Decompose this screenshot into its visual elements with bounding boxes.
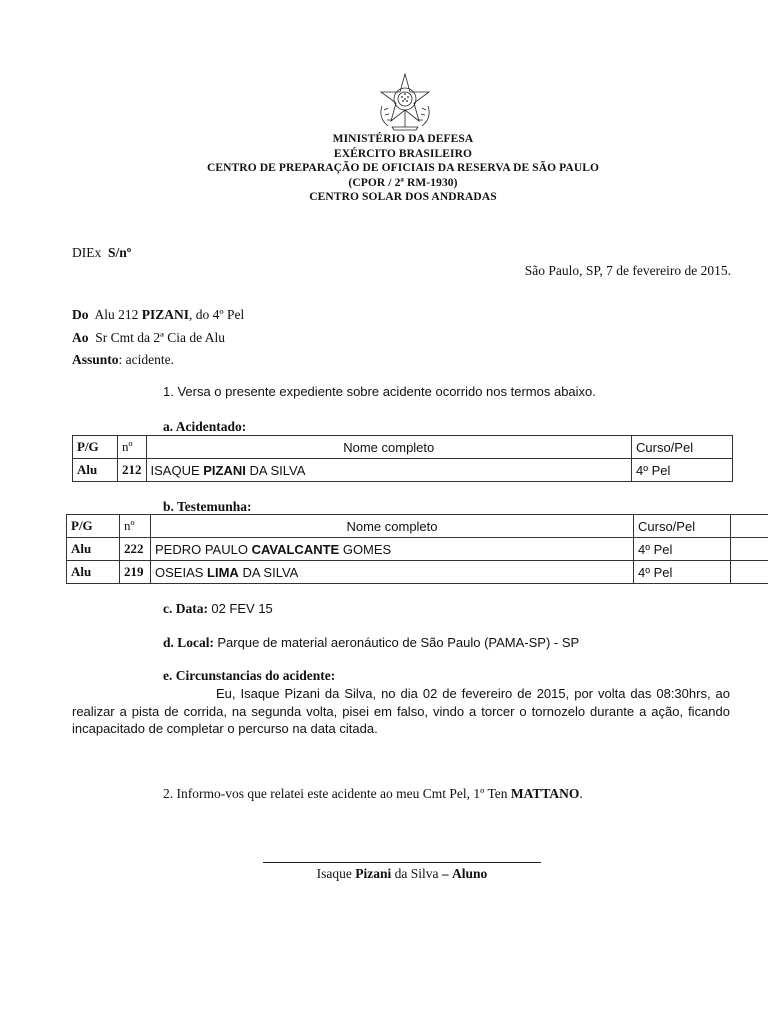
name-post: GOMES <box>342 541 392 557</box>
subject-text: : acidente. <box>118 352 175 367</box>
from-label: Do <box>72 307 89 322</box>
header-ministry: MINISTÉRIO DA DEFESA <box>332 133 474 145</box>
header-solar: CENTRO SOLAR DOS ANDRADAS <box>309 191 497 203</box>
name-pre: ISAQUE <box>150 462 200 478</box>
header-army: EXÉRCITO BRASILEIRO <box>333 147 473 160</box>
col-header-name: Nome completo <box>146 436 632 459</box>
from-pre: Alu 212 <box>94 307 139 322</box>
from-line <box>72 307 244 323</box>
cell-empty <box>731 538 768 561</box>
from-name: PIZANI <box>141 307 190 322</box>
col-header-pg: P/G <box>73 436 118 459</box>
name-pre: PEDRO PAULO <box>155 541 248 557</box>
signature-bold: Pizani <box>355 866 392 881</box>
doc-reference <box>72 245 131 261</box>
section-d-label: d. Local: <box>163 635 215 650</box>
subject-label: Assunto <box>72 352 119 367</box>
section-e-text: Eu, Isaque Pizani da Silva, no dia 02 de fevereiro de 2015, por volta das 08:30hrs, ao realizar a pista de corrida, na segunda volta, pisei em falso, vindo a torcer o tornozelo durante a ação, ficando incapacitado de completar o percurso na data citada. <box>72 686 730 736</box>
cell-n: 212 <box>118 459 147 482</box>
col-header-n: nº <box>118 436 147 459</box>
cell-n: 219 <box>120 561 151 584</box>
cell-curso: 4º Pel <box>632 459 733 482</box>
table-header-row <box>73 436 733 459</box>
cell-name <box>146 459 632 482</box>
signature-dash: – <box>441 866 449 881</box>
cell-curso: 4º Pel <box>634 538 731 561</box>
col-header-pg: P/G <box>67 515 120 538</box>
doc-number: S/nº <box>108 245 132 260</box>
col-empty <box>731 515 768 538</box>
name-bold: LIMA <box>207 564 239 580</box>
name-post: DA SILVA <box>242 564 299 580</box>
item-2-end: . <box>579 786 583 801</box>
cell-name <box>151 538 634 561</box>
doc-prefix: DIEx <box>72 245 102 260</box>
item-2 <box>163 786 583 802</box>
table-accident-victim <box>72 435 733 482</box>
header-center: CENTRO DE PREPARAÇÃO DE OFICIAIS DA RESERVA DE SÃO PAULO <box>206 162 600 174</box>
section-d <box>163 635 579 651</box>
cell-pg: Alu <box>67 561 120 584</box>
col-header-curso: Curso/Pel <box>632 436 733 459</box>
coat-of-arms-emblem <box>374 72 436 132</box>
to-line <box>72 330 225 346</box>
signature-role: Aluno <box>452 866 488 881</box>
table-witness <box>66 514 768 584</box>
item-2-name: MATTANO <box>510 786 580 801</box>
table-row <box>67 538 768 561</box>
signature-mid: da Silva <box>394 866 439 881</box>
col-header-name: Nome completo <box>151 515 634 538</box>
name-post: DA SILVA <box>249 462 306 478</box>
section-a-title: a. Acidentado: <box>163 419 247 434</box>
table-row <box>73 459 733 482</box>
subject-line <box>72 352 174 368</box>
table-header-row <box>67 515 768 538</box>
col-header-n: nº <box>120 515 151 538</box>
table-row <box>67 561 768 584</box>
name-bold: CAVALCANTE <box>251 541 340 557</box>
signature-name <box>263 866 541 882</box>
header-cpor: (CPOR / 2ª RM-1930) <box>348 176 458 189</box>
section-c-value: 02 FEV 15 <box>211 601 273 616</box>
section-c-label: c. Data: <box>163 601 208 616</box>
from-post: , do 4º Pel <box>189 307 245 322</box>
signature-line <box>263 862 541 863</box>
place-date: São Paulo, SP, 7 de fevereiro de 2015. <box>524 263 731 278</box>
section-d-value: Parque de material aeronáutico de São Paulo (PAMA-SP) - SP <box>217 635 580 650</box>
document-header <box>0 132 768 205</box>
cell-pg: Alu <box>67 538 120 561</box>
to-text: Sr Cmt da 2ª Cia de Alu <box>95 330 225 345</box>
cell-pg: Alu <box>73 459 118 482</box>
cell-n: 222 <box>120 538 151 561</box>
to-label: Ao <box>72 330 89 345</box>
col-header-curso: Curso/Pel <box>634 515 731 538</box>
section-c <box>163 601 273 617</box>
section-e-title: e. Circunstancias do acidente: <box>163 668 336 683</box>
cell-empty <box>731 561 768 584</box>
name-pre: OSEIAS <box>155 564 204 580</box>
cell-curso: 4º Pel <box>634 561 731 584</box>
section-b-title: b. Testemunha: <box>163 499 252 514</box>
signature-pre: Isaque <box>316 866 352 881</box>
item-1: 1. Versa o presente expediente sobre acidente ocorrido nos termos abaixo. <box>163 384 596 399</box>
name-bold: PIZANI <box>203 462 246 478</box>
item-2-text: 2. Informo-vos que relatei este acidente ao meu Cmt Pel, 1º Ten <box>163 786 508 801</box>
cell-name <box>151 561 634 584</box>
